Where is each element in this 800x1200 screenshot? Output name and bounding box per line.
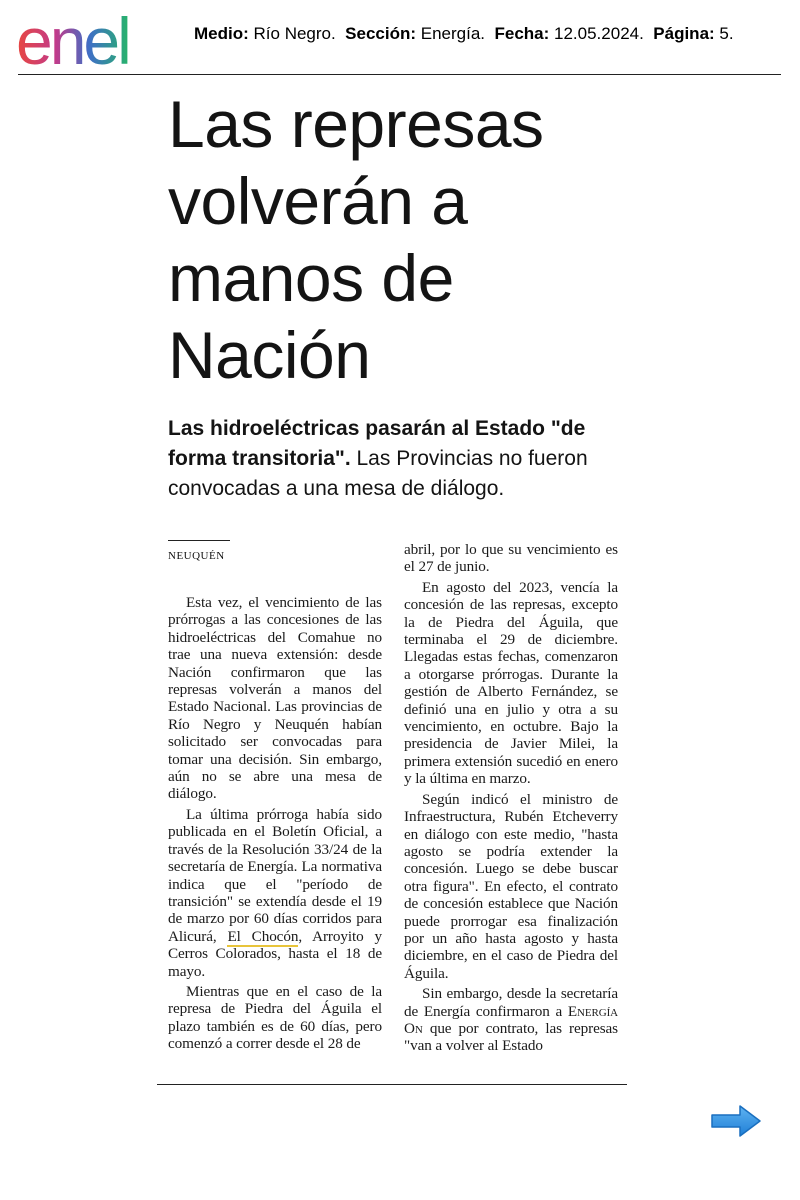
header-divider (18, 74, 781, 75)
medio-value: Río Negro. (253, 24, 336, 43)
header-meta (194, 24, 794, 44)
text-run: La última prórroga había sido publicada en el Boletín Oficial, a través de la Resolución 33/24 de la secretaría de Energía. La normativa indica que el "período de transición" se extendía desde el 19 de marzo por 60 días corridos para Alicurá, (168, 805, 382, 945)
text-run: , Arroyito y Cerros Colorados, hasta el 18 de mayo. (168, 927, 382, 980)
text-run: que por contrato, las represas "van a volver al Estado (404, 1019, 618, 1055)
paragraph (168, 806, 382, 980)
article-subhead (168, 414, 638, 504)
headline-line: Las represas (168, 87, 544, 161)
highlighted-text: El Chocón (227, 927, 299, 945)
article-headline (168, 86, 638, 394)
subhead-bold: Las hidroeléctricas pasarán al Estado "de forma transitoria". (168, 417, 586, 470)
enel-logo (16, 8, 181, 70)
paragraph: abril, por lo que su vencimiento es el 27 de junio. (404, 541, 618, 576)
fecha-value: 12.05.2024. (554, 24, 644, 43)
seccion-label: Sección: (345, 24, 417, 43)
pagina-value: 5. (719, 24, 734, 43)
pagina-label: Página: (653, 24, 715, 43)
headline-line: Nación (168, 318, 371, 392)
byline-divider (168, 540, 230, 541)
publication-name: Energía On (404, 1002, 618, 1037)
paragraph: En agosto del 2023, vencía la concesión de las represas, excepto la de Piedra del Águila, que terminaba el 29 de diciembre. Llegadas estas fechas, comenzaron a otorgarse prórrogas. Durante la gestión de Alberto Fernández, se definió una en julio y otra a su vencimiento, en octubre. Bajo la presidencia de Javier Milei, la primera extensión sucedió en enero y la última en marzo. (404, 578, 618, 788)
paragraph: Mientras que en el caso de la represa de Piedra del Águila el plazo también es de 60 días, pero comenzó a correr desde el 28 de (168, 982, 382, 1053)
footer-divider (157, 1084, 627, 1085)
svg-text:enel: enel (16, 8, 129, 70)
medio-label: Medio: (194, 24, 249, 43)
byline: NEUQUÉN (168, 550, 225, 562)
seccion-value: Energía. (420, 24, 486, 43)
article-column-right (404, 541, 618, 1058)
paragraph: Según indicó el ministro de Infraestructura, Rubén Etcheverry en diálogo con este medio, "hasta agosto se podría extender la concesión. Luego se debe buscar otra figura". En efecto, el contrato de concesión establece que Nación puede prorrogar esa finalización por un año hasta agosto y hasta diciembre, en el caso de Piedra del Águila. (404, 790, 618, 982)
headline-line: volverán a (168, 164, 468, 238)
text-run: Sin embargo, desde la secretaría de Energía confirmaron a (404, 985, 618, 1020)
headline-line: manos de (168, 241, 454, 315)
paragraph (404, 985, 618, 1055)
paragraph: Esta vez, el vencimiento de las prórrogas a las concesiones de las hidroeléctricas del Comahue no trae una nueva extensión: desde Nación confirmaron que las represas volverán a manos del Estado Nacional. Las provincias de Río Negro y Neuquén habían solicitado ser convocadas para tomar una decisión. Sin embargo, aún no se abre una mesa de diálogo. (168, 594, 382, 803)
fecha-label: Fecha: (494, 24, 550, 43)
subhead-rest: Las Provincias no fueron convocadas a una mesa de diálogo. (168, 447, 588, 500)
arrow-right-icon[interactable] (710, 1104, 762, 1138)
article-column-left (168, 594, 382, 1056)
